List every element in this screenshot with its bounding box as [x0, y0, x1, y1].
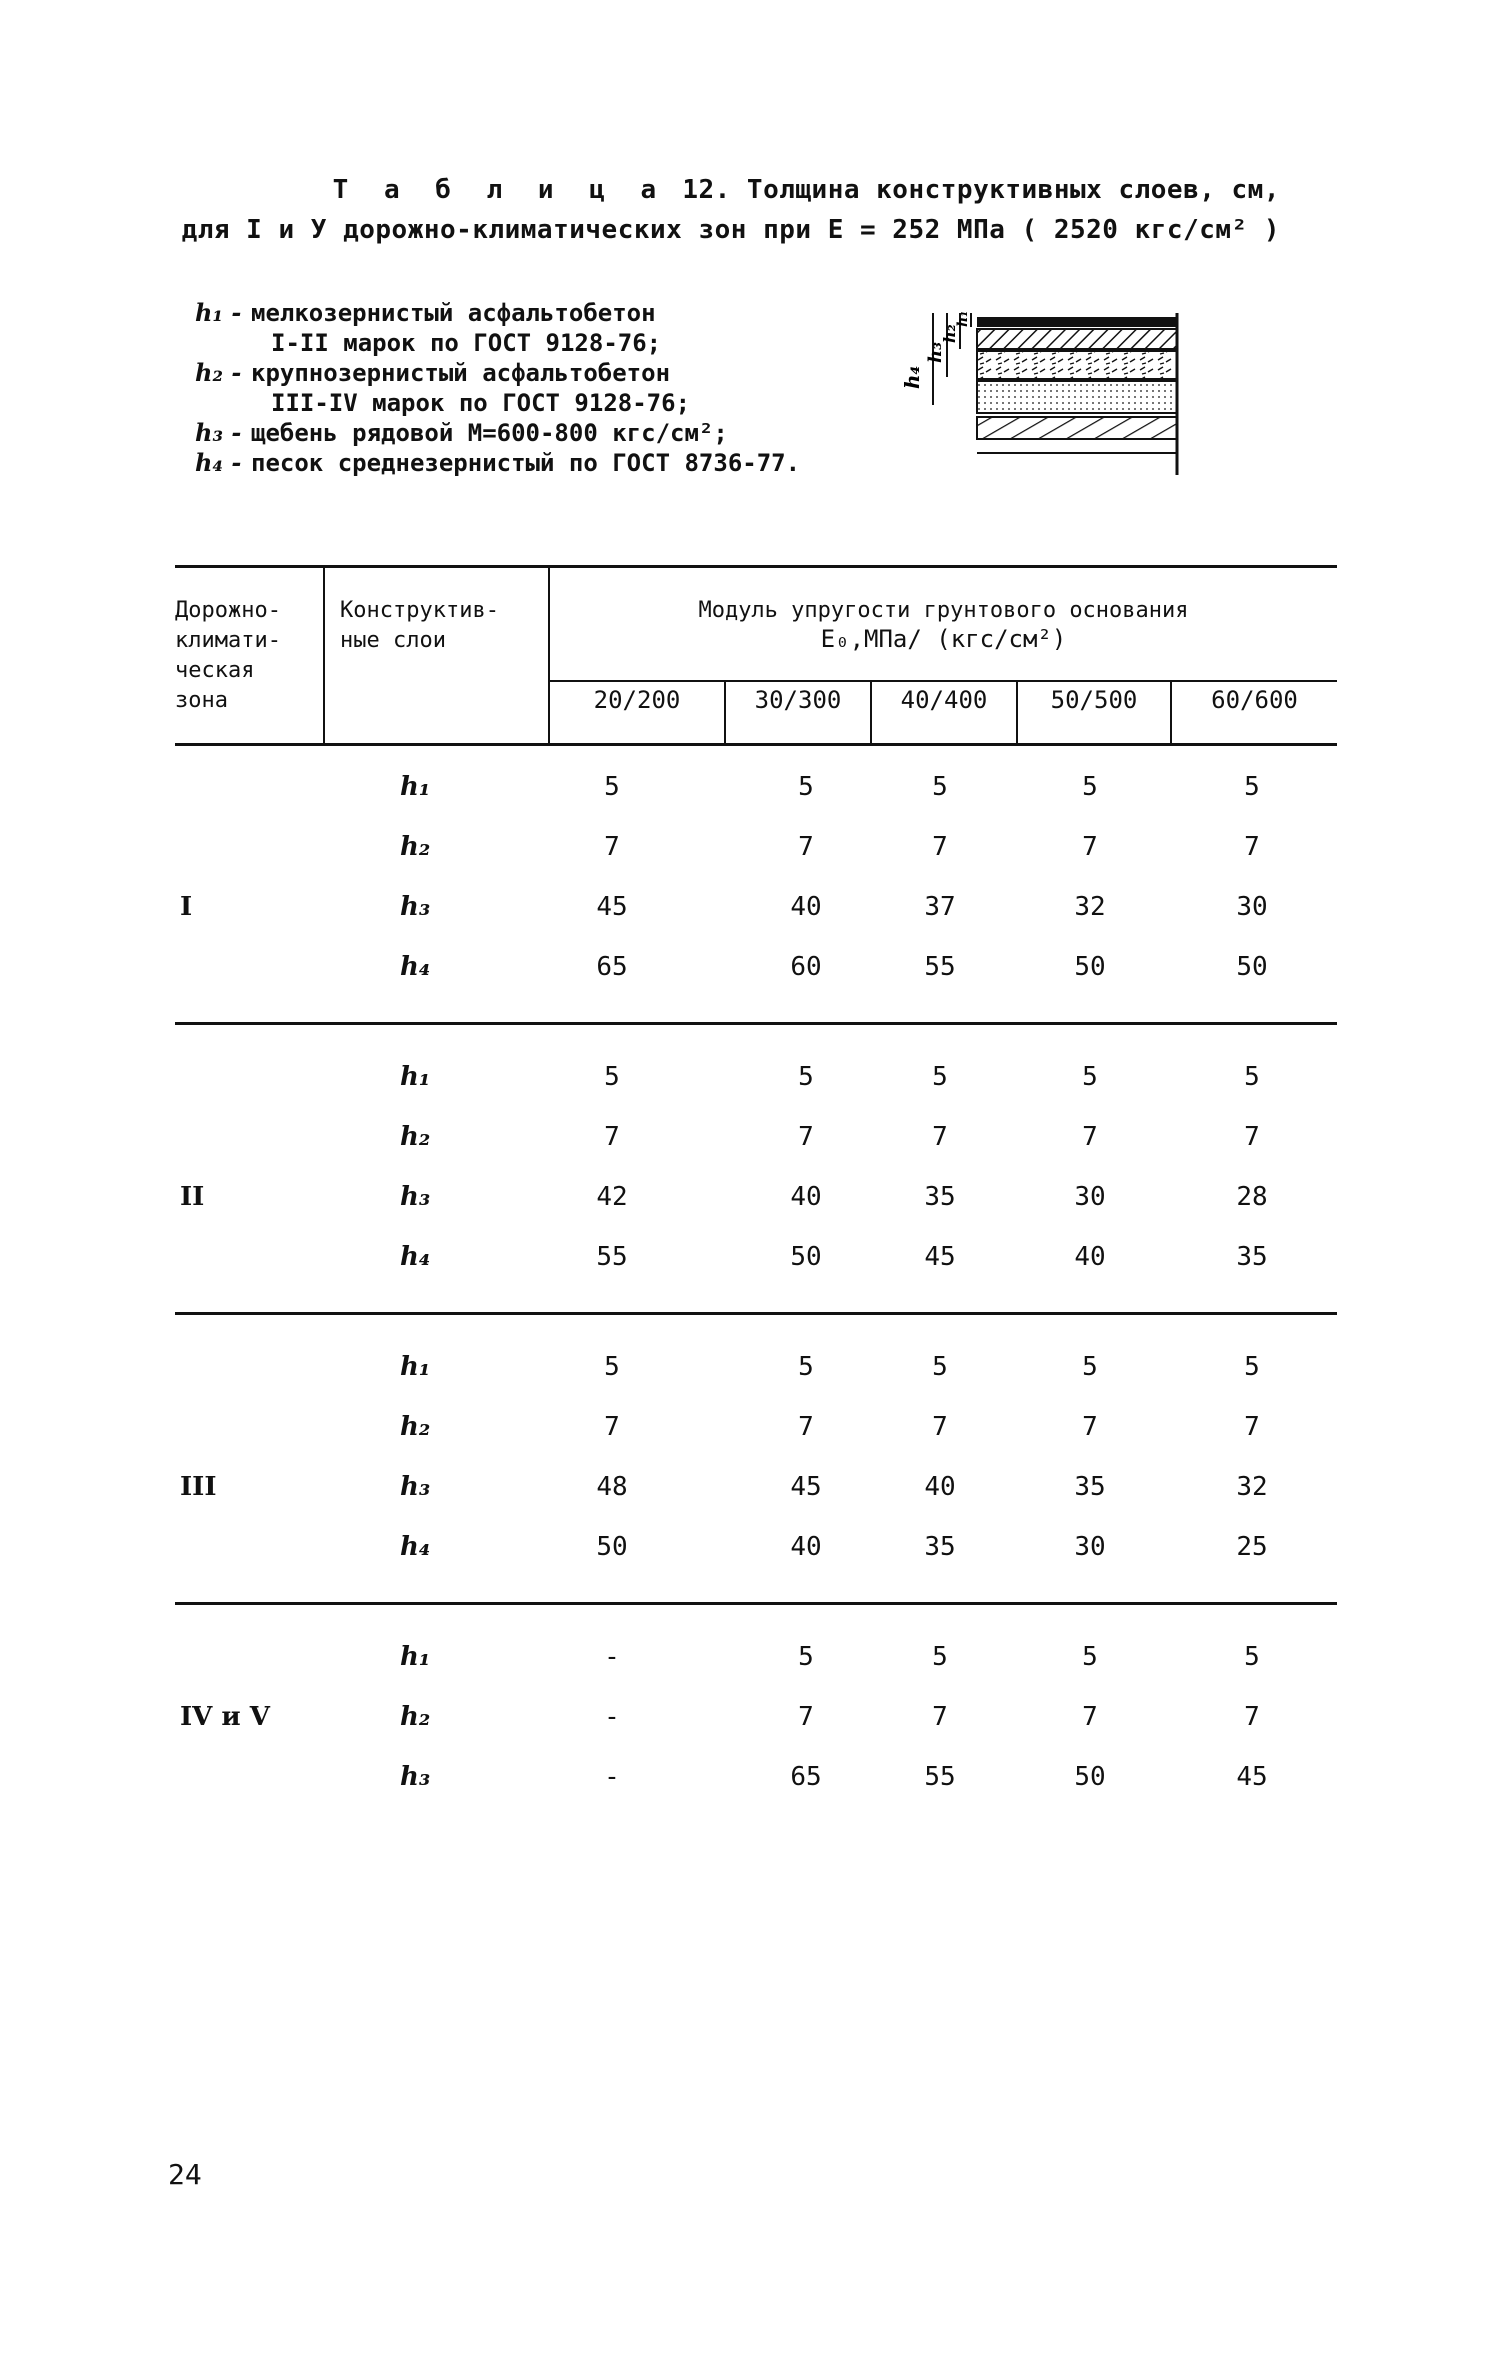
table-cell: 7	[1082, 1412, 1098, 1442]
layer-symbol: h₄	[400, 952, 431, 982]
table-cell: 7	[798, 1412, 814, 1442]
diagram-label-h4: h₄	[900, 365, 924, 389]
legend-symbol: h₃ -	[195, 418, 242, 447]
table-cell: 30	[1074, 1182, 1106, 1212]
table-cell: 45	[596, 892, 628, 922]
modulus-col-3: 40/400	[900, 686, 988, 714]
table-cell: -	[604, 1642, 620, 1672]
zone-separator-rule	[175, 1602, 1337, 1605]
table-cell: 7	[798, 1122, 814, 1152]
legend-row	[195, 328, 800, 358]
legend-text: песок среднезернистый по ГОСТ 8736-77.	[251, 449, 801, 477]
zone-separator-rule	[175, 1312, 1337, 1315]
layer-symbol: h₁	[400, 1642, 431, 1672]
table-cell: 7	[604, 1122, 620, 1152]
header-divider-col2	[548, 565, 550, 745]
table-top-rule	[175, 565, 1337, 568]
table-cell: 5	[604, 1062, 620, 1092]
legend-text: мелкозернистый асфальтобетон	[251, 299, 656, 327]
table-cell: 5	[932, 1352, 948, 1382]
subgrade-fill	[977, 417, 1177, 439]
layer-h2-fill	[977, 329, 1177, 349]
table-cell: 7	[932, 1702, 948, 1732]
table-cell: 5	[798, 1352, 814, 1382]
table-cell: 35	[1236, 1242, 1268, 1272]
layer-symbol: h₁	[400, 772, 431, 802]
table-cell: 5	[932, 1642, 948, 1672]
table-cell: 5	[932, 772, 948, 802]
table-cell: 7	[932, 832, 948, 862]
table-cell: 65	[596, 952, 628, 982]
modulus-col-1: 20/200	[593, 686, 681, 714]
layer-symbol: h₃	[400, 892, 431, 922]
legend-symbol	[195, 388, 251, 418]
legend-row	[195, 358, 800, 388]
table-cell: 45	[790, 1472, 822, 1502]
layer-symbol: h₃	[400, 1762, 431, 1792]
zone-separator-rule	[175, 1022, 1337, 1025]
table-cell: 50	[1236, 952, 1268, 982]
table-cell: 50	[1074, 1762, 1106, 1792]
table-cell: 30	[1236, 892, 1268, 922]
layer-h3-fill	[977, 351, 1177, 379]
table-cell: 5	[798, 1642, 814, 1672]
table-cell: 5	[1244, 1642, 1260, 1672]
table-cell: 7	[604, 832, 620, 862]
table-cell: 35	[1074, 1472, 1106, 1502]
table-cell: 7	[1244, 1412, 1260, 1442]
table-cell: 7	[1244, 832, 1260, 862]
table-cell: 7	[798, 1702, 814, 1732]
table-cell: 5	[1082, 1062, 1098, 1092]
table-cell: 40	[1074, 1242, 1106, 1272]
table-cell: 35	[924, 1182, 956, 1212]
legend-row	[195, 448, 800, 478]
table-cell: 40	[790, 1532, 822, 1562]
table-cell: 50	[1074, 952, 1106, 982]
modulus-col-5: 60/600	[1211, 686, 1298, 714]
table-cell: 48	[596, 1472, 628, 1502]
table-cell: 7	[1082, 1122, 1098, 1152]
legend-symbol	[195, 328, 251, 358]
diagram-label-h3: h₃	[925, 342, 946, 363]
table-cell: 5	[604, 1352, 620, 1382]
table-cell: 7	[1082, 1702, 1098, 1732]
table-cell: 5	[1082, 772, 1098, 802]
modulus-col-2: 30/300	[754, 686, 842, 714]
table-cell: 5	[604, 772, 620, 802]
zone-label: III	[180, 1472, 217, 1502]
table-cell: 7	[1244, 1122, 1260, 1152]
header-divider-col1	[323, 565, 325, 745]
table-cell: 65	[790, 1762, 822, 1792]
table-cell: 7	[1244, 1702, 1260, 1732]
table-cell: 40	[790, 892, 822, 922]
table-cell: 30	[1074, 1532, 1106, 1562]
layer-legend	[195, 298, 800, 478]
table-title	[180, 170, 1280, 250]
layer-symbol: h₃	[400, 1182, 431, 1212]
table-cell: 7	[604, 1412, 620, 1442]
zone-label: I	[180, 892, 193, 922]
table-cell: 35	[924, 1532, 956, 1562]
table-cell: -	[604, 1702, 620, 1732]
legend-text: III-IV марок по ГОСТ 9128-76;	[271, 389, 691, 417]
table-cell: 45	[1236, 1762, 1268, 1792]
title-line1-text: 12. Толщина конструктивных слоев, см,	[682, 175, 1280, 205]
pavement-cross-section-diagram	[900, 305, 1195, 480]
legend-symbol: h₁ -	[195, 298, 242, 327]
layer-h4-fill	[977, 381, 1177, 413]
table-cell: 40	[924, 1472, 956, 1502]
table-cell: 5	[798, 772, 814, 802]
header-zone: Дорожно- климати- ческая зона	[175, 598, 281, 713]
table-cell: 50	[790, 1242, 822, 1272]
header-layers: Конструктив- ные слои	[340, 598, 499, 653]
table-cell: 60	[790, 952, 822, 982]
table-cell: 45	[924, 1242, 956, 1272]
legend-text: I-II марок по ГОСТ 9128-76;	[271, 329, 662, 357]
table-cell: 5	[1244, 1352, 1260, 1382]
legend-text: щебень рядовой М=600-800 кгс/см²;	[251, 419, 728, 447]
table-cell: 37	[924, 892, 956, 922]
title-line-1	[180, 170, 1280, 210]
layer-h1-fill	[977, 317, 1177, 327]
title-line-2: для I и У дорожно-климатических зон при E = 252 МПа ( 2520 кгс/см² )	[181, 215, 1280, 245]
table-cell: 5	[1082, 1352, 1098, 1382]
table-cell: 5	[1244, 1062, 1260, 1092]
page-number: 24	[168, 2158, 202, 2191]
layer-symbol: h₄	[400, 1532, 431, 1562]
layer-symbol: h₂	[400, 1122, 431, 1152]
legend-row	[195, 298, 800, 328]
legend-row	[195, 388, 800, 418]
table-cell: 32	[1074, 892, 1106, 922]
table-cell: 32	[1236, 1472, 1268, 1502]
layer-symbol: h₂	[400, 1412, 431, 1442]
legend-row	[195, 418, 800, 448]
table-cell: 40	[790, 1182, 822, 1212]
modulus-col-4: 50/500	[1050, 686, 1138, 714]
table-cell: 5	[1244, 772, 1260, 802]
table-cell: 55	[596, 1242, 628, 1272]
layer-symbol: h₁	[400, 1352, 431, 1382]
table-cell: 25	[1236, 1532, 1268, 1562]
header-modulus-line2: E₀,МПа/ (кгс/см²)	[820, 625, 1067, 653]
zone-label: II	[180, 1182, 205, 1212]
table-cell: 7	[932, 1412, 948, 1442]
table-cell: 55	[924, 952, 956, 982]
table-cell: -	[604, 1762, 620, 1792]
header-bottom-rule	[175, 743, 1337, 746]
layer-symbol: h₃	[400, 1472, 431, 1502]
layer-symbol: h₂	[400, 832, 431, 862]
table-cell: 55	[924, 1762, 956, 1792]
legend-text: крупнозернистый асфальтобетон	[251, 359, 671, 387]
diagram-label-h2: h₂	[940, 324, 959, 343]
title-prefix: Т а б л и ц а	[332, 175, 667, 205]
table-cell: 7	[798, 832, 814, 862]
layer-symbol: h₄	[400, 1242, 431, 1272]
table-cell: 5	[798, 1062, 814, 1092]
table-cell: 5	[1082, 1642, 1098, 1672]
zone-label: IV и V	[180, 1702, 270, 1732]
modulus-subheader-rule	[550, 680, 1337, 682]
legend-symbol: h₂ -	[195, 358, 242, 387]
table-cell: 50	[596, 1532, 628, 1562]
table-cell: 7	[1082, 832, 1098, 862]
table-cell: 5	[932, 1062, 948, 1092]
layer-symbol: h₁	[400, 1062, 431, 1092]
diagram-label-h1: h₁	[955, 310, 971, 327]
legend-symbol: h₄ -	[195, 448, 242, 477]
table-cell: 28	[1236, 1182, 1268, 1212]
layer-symbol: h₂	[400, 1702, 431, 1732]
table-cell: 42	[596, 1182, 628, 1212]
table-cell: 7	[932, 1122, 948, 1152]
header-modulus-line1: Модуль упругости грунтового основания	[698, 598, 1189, 623]
